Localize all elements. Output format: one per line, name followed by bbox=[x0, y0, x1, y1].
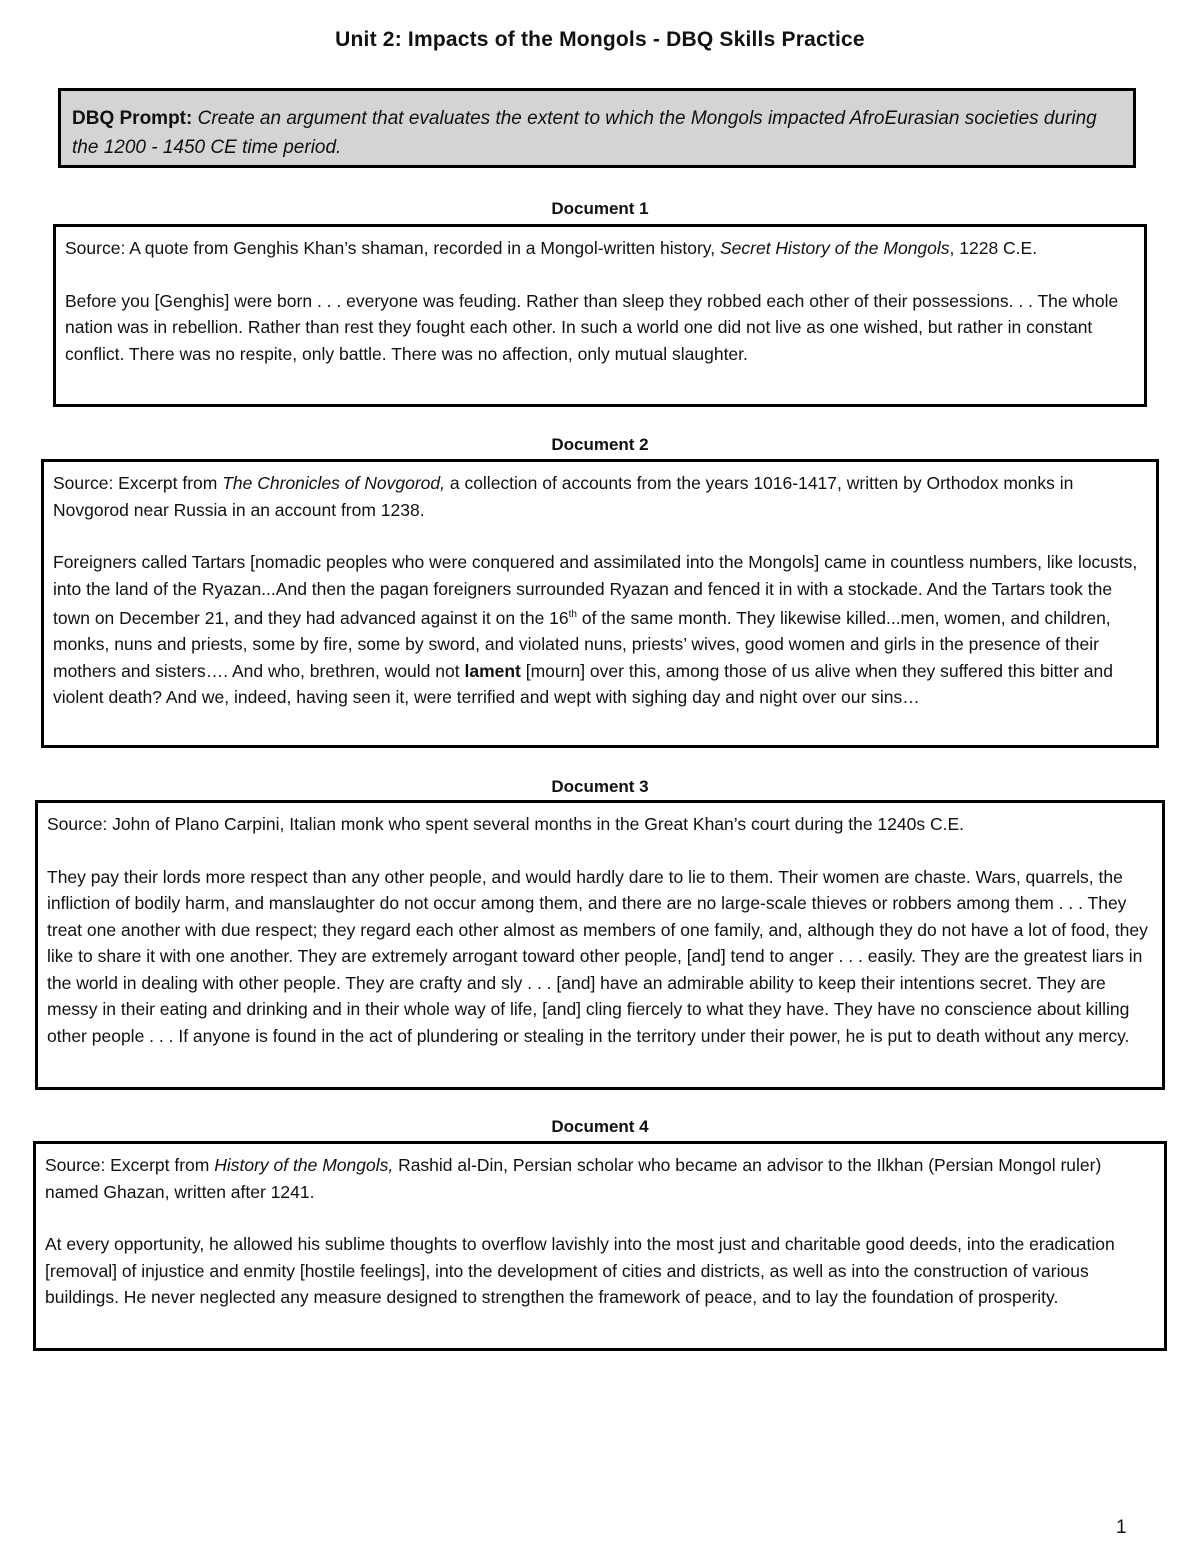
body-text: Foreigners called Tartars [nomadic peoples who were conquered and assimilated into the Mongols] came in countless numbers, like locusts, into the land of the Ryazan...And then the pagan foreigners surrounded Ryazan and fenced it in with a stockade. And the Tartars took the town on December 21, and they had advanced against it on the 16 bbox=[53, 552, 1138, 628]
ordinal-suffix: th bbox=[568, 609, 577, 620]
prompt-text: Create an argument that evaluates the extent to which the Mongols impacted AfroEurasian societies during the 1200 - 1450 CE time period. bbox=[72, 108, 1097, 158]
source-title: History of the Mongols, bbox=[214, 1155, 394, 1175]
source-text: Rashid al-Din, Persian scholar who became an advisor to the Ilkhan (Persian Mongol ruler) named Ghazan, written after 1241. bbox=[45, 1155, 1102, 1202]
body-text: [mourn] over this, among those of us alive when they suffered this bitter and violent death? And we, indeed, having seen it, were terrified and wept with sighing day and night over our sins… bbox=[53, 660, 1113, 708]
prompt-label: DBQ Prompt: bbox=[72, 108, 193, 129]
document-4-heading: Document 4 bbox=[551, 1117, 649, 1136]
source-text: , 1228 C.E. bbox=[949, 238, 1038, 258]
source-title: The Chronicles of Novgorod, bbox=[222, 473, 445, 493]
document-3-heading: Document 3 bbox=[551, 777, 649, 796]
document-1-box bbox=[53, 224, 1147, 407]
body-text: of the same month. They likewise killed...men, women, and children, monks, nuns and priests, some by fire, some by sword, and violated nuns, priests’ wives, good women and girls in the presence of their mothers and sisters…. And who, brethren, would not bbox=[53, 607, 1111, 681]
document-2-body bbox=[53, 549, 1147, 711]
source-text: a collection of accounts from the years 1016-1417, written by Orthodox monks in Novgorod near Russia in an account from 1238. bbox=[53, 473, 1074, 520]
document-1-source bbox=[65, 235, 1135, 262]
dbq-prompt-box bbox=[58, 88, 1136, 168]
document-1-body: Before you [Genghis] were born . . . everyone was feuding. Rather than sleep they robbed each other of their possessions. . . The whole nation was in rebellion. Rather than rest they fought each other. In such a world one did not live as one wished, but rather in constant conflict. There was no respite, only battle. There was no affection, only mutual slaughter. bbox=[65, 290, 1119, 364]
source-text: Source: Excerpt from bbox=[53, 473, 223, 493]
document-2-box bbox=[41, 459, 1159, 748]
document-3-box bbox=[35, 800, 1165, 1090]
document-4-source bbox=[45, 1152, 1155, 1205]
source-text: Source: A quote from Genghis Khan’s shaman, recorded in a Mongol-written history, bbox=[65, 238, 720, 258]
document-1-heading: Document 1 bbox=[551, 199, 649, 218]
page-number: 1 bbox=[1116, 1517, 1127, 1538]
document-3-body: They pay their lords more respect than any other people, and would hardly dare to lie to them. Their women are chaste. Wars, quarrels, the infliction of bodily harm, and manslaughter do not occur among them, and there are no large-scale thieves or robbers among them . . . They treat one another with due respect; they regard each other almost as members of one family, and, although they do not have a lot of food, they like to share it with one another. They are extremely arrogant toward other people, [and] tend to anger . . . easily. They are the greatest liars in the world in dealing with other people. They are crafty and sly . . . [and] have an admirable ability to keep their intentions secret. They are messy in their eating and drinking and in their whole way of life, [and] cling fiercely to what they have. They have no conscience about killing other people . . . If anyone is found in the act of plundering or stealing in the territory under their power, he is put to death without any mercy. bbox=[47, 866, 1148, 1046]
source-text: Source: Excerpt from bbox=[45, 1155, 215, 1175]
document-3-source: Source: John of Plano Carpini, Italian monk who spent several months in the Great Khan’s court during the 1240s C.E. bbox=[47, 814, 964, 834]
bold-term: lament bbox=[464, 660, 521, 681]
document-4-box bbox=[33, 1141, 1167, 1351]
document-4-body: At every opportunity, he allowed his sublime thoughts to overflow lavishly into the most just and charitable good deeds, into the eradication [removal] of injustice and enmity [hostile feelings], into the development of cities and districts, as well as into the construction of various buildings. He never neglected any measure designed to strengthen the framework of peace, and to lay the foundation of prosperity. bbox=[45, 1234, 1115, 1307]
document-2-heading: Document 2 bbox=[551, 435, 649, 454]
source-title: Secret History of the Mongols bbox=[719, 238, 950, 258]
document-2-source bbox=[53, 470, 1147, 523]
page-title: Unit 2: Impacts of the Mongols - DBQ Skills Practice bbox=[335, 28, 865, 51]
